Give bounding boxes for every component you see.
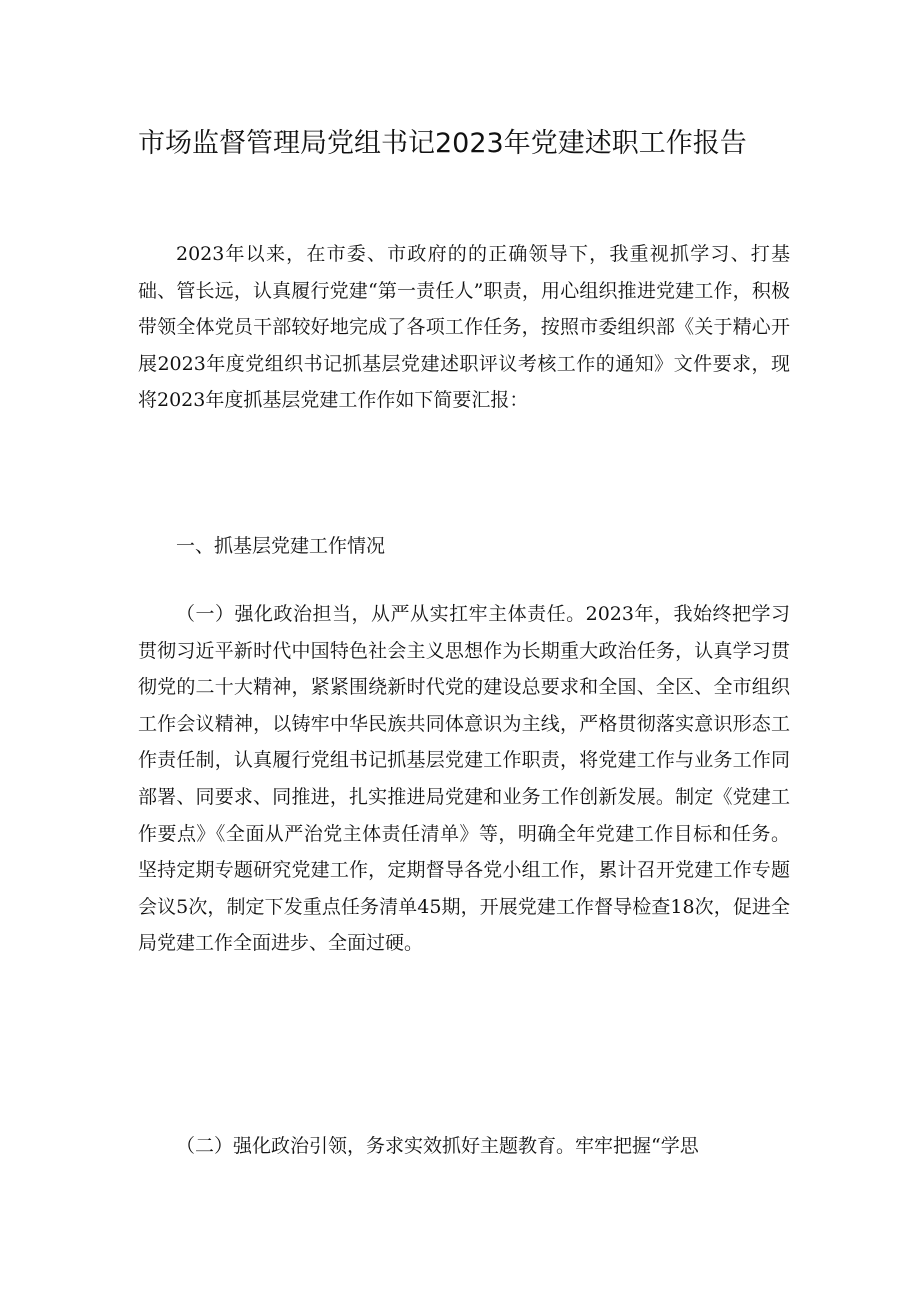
section-heading: 一、抓基层党建工作情况 — [176, 535, 386, 557]
body-paragraph-2: （二）强化政治引领，务求实效抓好主题教育。牢牢把握“学思 — [176, 1135, 699, 1157]
document-title: 市场监督管理局党组书记2023年党建述职工作报告 — [138, 128, 747, 159]
intro-paragraph: 2023年以来，在市委、市政府的的正确领导下，我重视抓学习、打基础、管长远，认真履行党建“第一责任人”职责，用心组织推进党建工作，积极带领全体党员干部较好地完成了各项工作任务，按照市委组织部《关于精心开展2023年度党组织书记抓基层党建述职评议考核工作的通知》文件要求，现将2023年度抓基层党建工作作如下简要汇报： — [138, 243, 790, 412]
body-paragraph-1: （一）强化政治担当，从严从实扛牢主体责任。2023年，我始终把学习贯彻习近平新时代中国特色社会主义思想作为长期重大政治任务，认真学习贯彻党的二十大精神，紧紧围绕新时代党的建设总要求和全国、全区、全市组织工作会议精神，以铸牢中华民族共同体意识为主线，严格贯彻落实意识形态工作责任制，认真履行党组书记抓基层党建工作职责，将党建工作与业务工作同部署、同要求、同推进，扎实推进局党建和业务工作创新发展。制定《党建工作要点》《全面从严治党主体责任清单》等，明确全年党建工作目标和任务。坚持定期专题研究党建工作，定期督导各党小组工作，累计召开党建工作专题会议5次，制定下发重点任务清单45期，开展党建工作督导检查18次，促进全局党建工作全面进步、全面过硬。 — [138, 603, 790, 955]
